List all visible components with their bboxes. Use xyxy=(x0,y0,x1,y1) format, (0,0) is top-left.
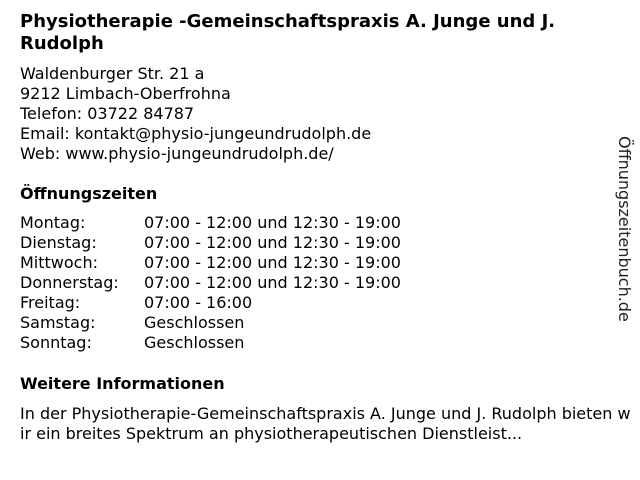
brand-watermark: Öffnungszeitenbuch.de xyxy=(615,136,634,322)
hours-day: Freitag: xyxy=(20,293,81,312)
hours-row xyxy=(20,293,401,313)
opening-hours-table xyxy=(20,213,401,353)
hours-time: 07:00 - 16:00 xyxy=(144,293,253,312)
hours-day: Montag: xyxy=(20,213,86,232)
hours-row xyxy=(20,273,401,293)
hours-time: 07:00 - 12:00 und 12:30 - 19:00 xyxy=(144,253,401,272)
hours-row xyxy=(20,233,401,253)
hours-time: 07:00 - 12:00 und 12:30 - 19:00 xyxy=(144,233,401,252)
hours-time: 07:00 - 12:00 und 12:30 - 19:00 xyxy=(144,213,401,232)
practice-title: Physiotherapie -Gemeinschaftspraxis A. Junge und J. Rudolph xyxy=(20,11,556,54)
hours-time: 07:00 - 12:00 und 12:30 - 19:00 xyxy=(144,273,401,292)
hours-row xyxy=(20,253,401,273)
hours-time: Geschlossen xyxy=(144,333,245,352)
address-web: Web: www.physio-jungeundrudolph.de/ xyxy=(20,144,334,163)
address-block xyxy=(20,64,371,164)
more-info-heading: Weitere Informationen xyxy=(20,374,225,393)
hours-row xyxy=(20,333,401,353)
opening-hours-heading: Öffnungszeiten xyxy=(20,184,158,203)
address-street: Waldenburger Str. 21 a xyxy=(20,64,205,83)
hours-day: Mittwoch: xyxy=(20,253,98,272)
more-info-text: In der Physiotherapie-Gemeinschaftspraxis A. Junge und J. Rudolph bieten wir ein breites Spektrum an physiotherapeutischen Dienstleist... xyxy=(20,404,631,443)
hours-time: Geschlossen xyxy=(144,313,245,332)
address-phone: Telefon: 03722 84787 xyxy=(20,104,195,123)
address-email: Email: kontakt@physio-jungeundrudolph.de xyxy=(20,124,372,143)
hours-row xyxy=(20,313,401,333)
hours-day: Samstag: xyxy=(20,313,96,332)
hours-day: Dienstag: xyxy=(20,233,97,252)
hours-day: Donnerstag: xyxy=(20,273,119,292)
hours-day: Sonntag: xyxy=(20,333,92,352)
hours-row xyxy=(20,213,401,233)
address-city: 9212 Limbach-Oberfrohna xyxy=(20,84,231,103)
